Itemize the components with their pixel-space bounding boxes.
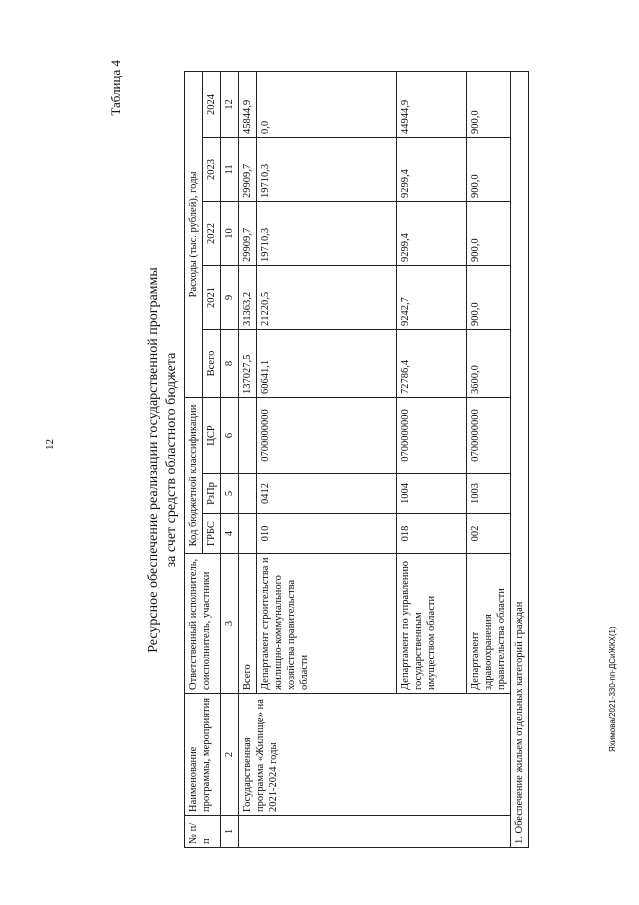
y2023-cell: 900,0 [467, 137, 511, 201]
y2023-cell: 19710,3 [257, 137, 397, 201]
col-number: 4 [221, 514, 239, 554]
y2024-cell: 45844,9 [239, 71, 257, 137]
y2021-cell: 9242,7 [397, 265, 467, 329]
row-num-cell [239, 816, 511, 848]
header-2024: 2024 [203, 71, 221, 137]
header-2021: 2021 [203, 265, 221, 329]
y2022-cell: 19710,3 [257, 201, 397, 265]
y2021-cell: 900,0 [467, 265, 511, 329]
y2024-cell: 0,0 [257, 71, 397, 137]
header-name: Наименование программы, мероприятия [185, 694, 221, 816]
y2023-cell: 29909,7 [239, 137, 257, 201]
header-total: Всего [203, 329, 221, 397]
col-number: 8 [221, 329, 239, 397]
header-csr: ЦСР [203, 397, 221, 473]
col-number: 2 [221, 694, 239, 816]
y2023-cell: 9299,4 [397, 137, 467, 201]
section-title: 1. Обеспечение жильем отдельных категорий граждан [511, 71, 529, 847]
csr-cell [239, 397, 257, 473]
col-number: 1 [221, 816, 239, 848]
executor-cell: Всего [239, 554, 257, 694]
csr-cell: 0700000000 [257, 397, 397, 473]
y2024-cell: 44944,9 [397, 71, 467, 137]
document-title [145, 60, 181, 860]
col-number: 11 [221, 137, 239, 201]
header-2023: 2023 [203, 137, 221, 201]
csr-cell: 0700000000 [397, 397, 467, 473]
executor-cell: Департамент здравоохранения правительства области [467, 554, 511, 694]
resource-table [184, 71, 529, 848]
rzpr-cell: 1003 [467, 474, 511, 514]
grbs-cell: 002 [467, 514, 511, 554]
grbs-cell: 010 [257, 514, 397, 554]
header-grbs: ГРБС [203, 514, 221, 554]
col-number: 3 [221, 554, 239, 694]
page-number: 12 [44, 439, 56, 450]
csr-cell: 0700000000 [467, 397, 511, 473]
table-label: Таблица 4 [108, 60, 123, 116]
grbs-cell [239, 514, 257, 554]
header-budget-code: Код бюджетной классификации [185, 397, 203, 553]
header-executor: Ответственный исполнитель, соисполнитель, участники [185, 554, 221, 694]
y2024-cell: 900,0 [467, 71, 511, 137]
header-2022: 2022 [203, 201, 221, 265]
executor-cell: Департамент по управлению государственным имуществом области [397, 554, 467, 694]
col-number: 6 [221, 397, 239, 473]
title-line-1: Ресурсное обеспечение реализации государственной программы [146, 267, 161, 653]
rzpr-cell: 1004 [397, 474, 467, 514]
col-number: 9 [221, 265, 239, 329]
total-cell: 60641,1 [257, 329, 397, 397]
rzpr-cell: 0412 [257, 474, 397, 514]
y2022-cell: 900,0 [467, 201, 511, 265]
rzpr-cell [239, 474, 257, 514]
y2021-cell: 21220,5 [257, 265, 397, 329]
footer-code: Яхимова/2021-330-пп-ДСиЖКХ(1) [608, 626, 617, 752]
total-cell: 72786,4 [397, 329, 467, 397]
col-number: 5 [221, 474, 239, 514]
section-row [511, 71, 529, 847]
program-name-cell: Государственная программа «Жилище» на 2021-2024 годы [239, 694, 511, 816]
y2021-cell: 31363,2 [239, 265, 257, 329]
header-row-1 [185, 71, 203, 847]
y2022-cell: 29909,7 [239, 201, 257, 265]
header-num: № п/п [185, 816, 221, 848]
col-number: 10 [221, 201, 239, 265]
total-cell: 137027,5 [239, 329, 257, 397]
table-row [239, 71, 257, 847]
header-expenses: Расходы (тыс. рублей), годы [185, 71, 203, 397]
column-number-row [221, 71, 239, 847]
rotated-page-content [100, 60, 600, 860]
y2022-cell: 9299,4 [397, 201, 467, 265]
executor-cell: Департамент строительства и жилищно-коммунального хозяйства правительства области [257, 554, 397, 694]
col-number: 12 [221, 71, 239, 137]
header-rzpr: РзПр [203, 474, 221, 514]
grbs-cell: 018 [397, 514, 467, 554]
total-cell: 3600,0 [467, 329, 511, 397]
title-line-2: за счет средств областного бюджета [164, 352, 179, 568]
